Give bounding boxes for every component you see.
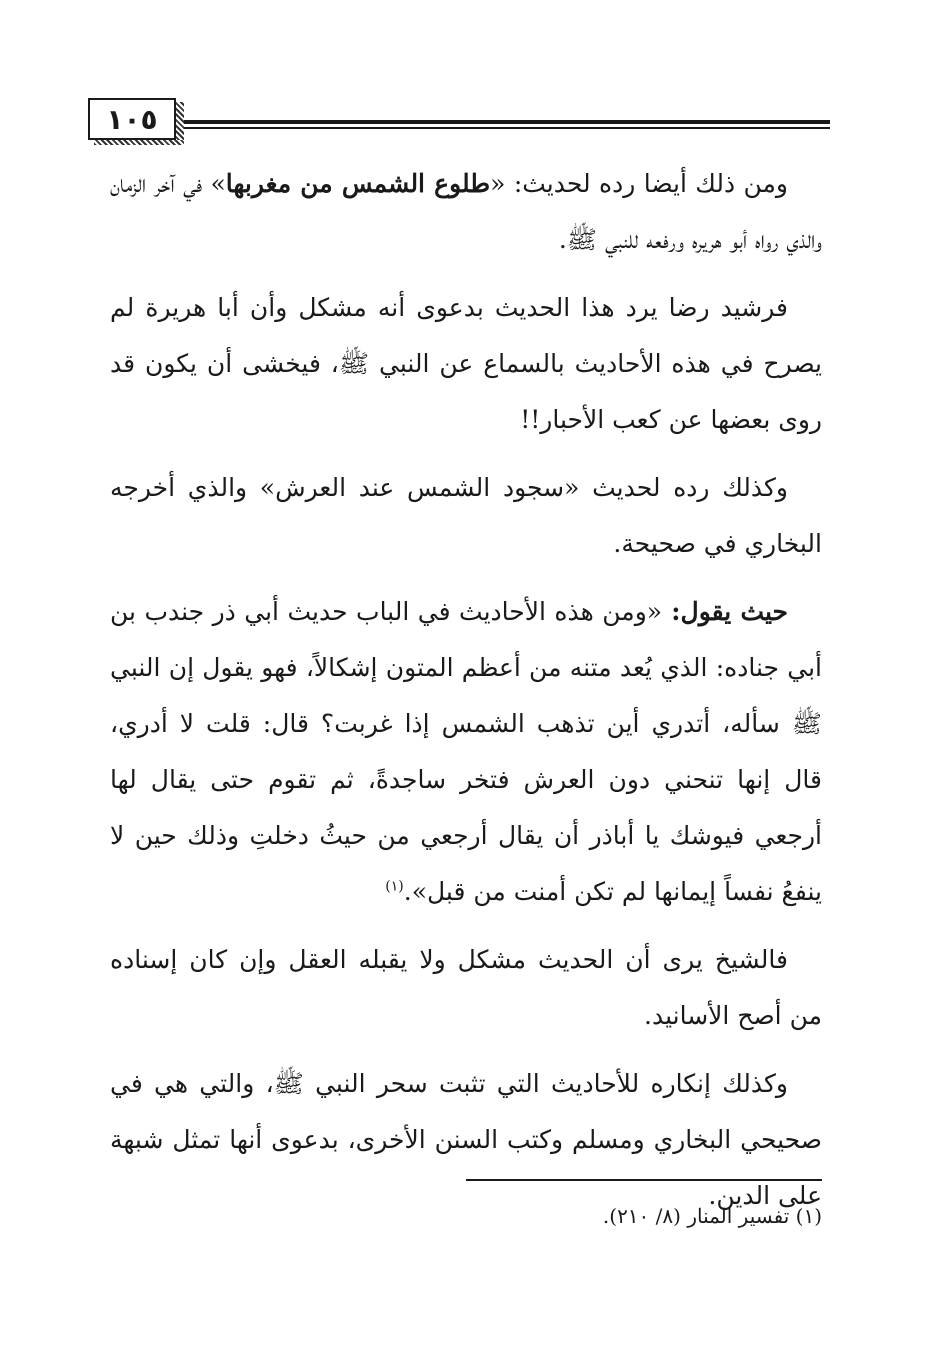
- page-number-shadow: [176, 102, 184, 144]
- paragraph: [110, 932, 822, 1044]
- footnote: (١) تفسير المنار (٨/ ٢١٠).: [602, 1204, 822, 1228]
- text-run: «ومن هذه الأحاديث في الباب حديث أبي ذر جندب بن أبي جناده: الذي يُعد متنه من أعظم المتون إشكالاً، فهو يقول إن النبي ﷺ سأله، أتدري أين تذهب الشمس إذا غربت؟ قال: قلت لا أدري، قال إنها تنحني دون العرش فتخر ساجدةً، ثم تقوم حتى يقال لها أرجعي فيوشك يا أباذر أن يقال أرجعي من حيثُ دخلتِ وذلك حين لا ينفعُ نفساً إيمانها لم تكن أمنت من قبل».: [110, 597, 822, 906]
- text-run: فالشيخ يرى أن الحديث مشكل ولا يقبله العقل وإن كان إسناده من أصح الأسانيد.: [110, 945, 822, 1030]
- text-run: وكذلك رده لحديث «سجود الشمس عند العرش» والذي أخرجه البخاري في صحيحة.: [110, 473, 822, 558]
- page-number: ١٠٥: [106, 102, 158, 136]
- bold-text: حيث يقول:: [662, 597, 788, 626]
- bold-text: طلوع الشمس من مغربها: [225, 169, 491, 198]
- header-rule-thick: [184, 120, 830, 124]
- paragraph: [110, 584, 822, 920]
- text-run: وكذلك إنكاره للأحاديث التي تثبت سحر النبي ﷺ، والتي هي في صحيحي البخاري ومسلم وكتب السنن الأخرى، بدعوى أنها تمثل شبهة على الدين.: [110, 1069, 822, 1210]
- paragraph: [110, 460, 822, 572]
- text-run: فرشيد رضا يرد هذا الحديث بدعوى أنه مشكل وأن أبا هريرة لم يصرح في هذه الأحاديث بالسماع عن النبي ﷺ، فيخشى أن يكون قد روى بعضها عن كعب الأحبار!!: [110, 293, 822, 434]
- paragraph: [110, 280, 822, 448]
- page-number-shadow-bottom: [94, 140, 184, 145]
- footnote-separator: [466, 1179, 822, 1181]
- text-run: » في آخر الزمان والذي رواه أبو هريره ورفعه للنبي ﷺ.: [110, 169, 822, 254]
- page-header: [88, 98, 830, 144]
- paragraph: [110, 156, 822, 268]
- header-rule-thin: [184, 127, 830, 129]
- footnote-marker: (١): [385, 878, 404, 895]
- body-text: [110, 156, 822, 1236]
- page-number-box: [88, 98, 176, 140]
- text-run: ومن ذلك أيضا رده لحديث: «: [490, 169, 788, 198]
